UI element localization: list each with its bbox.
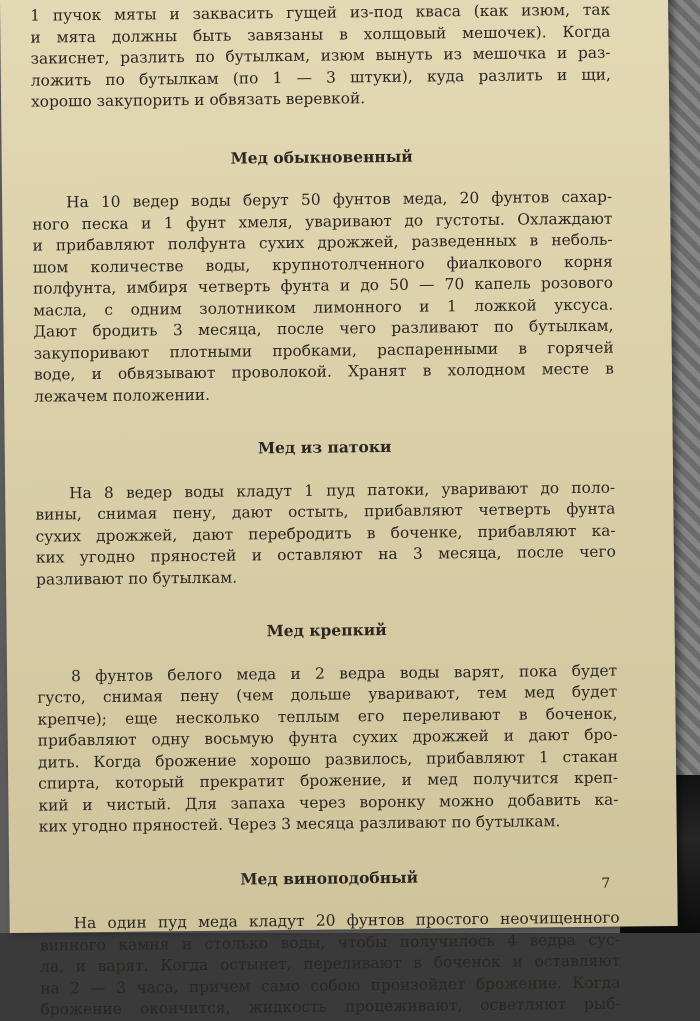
text-line: и прибавляют полфунта сухих дрожжей, разведенных в неболь-: [32, 230, 613, 255]
text-line: брожение окончится, жидкость процеживают, осветляют рыб-: [40, 994, 621, 1019]
page-number: 7: [601, 875, 611, 892]
text-line: шом количестве воды, крупнотолченного фиалкового корня: [32, 252, 613, 277]
text-line: прибавляют одну восьмую фунта сухих дрожжей и дают бро-: [37, 725, 618, 750]
text-line: ких угодно пряностей. Через 3 месяца разливают по бутылкам.: [38, 812, 561, 836]
text-line: кий и чистый. Для запаха через воронку можно добавить ка-: [38, 790, 619, 815]
section-paragraph: [40, 908, 621, 1021]
text-line: закиснет, разлить по бутылкам, изюм вынуть из мешочка и раз-: [30, 43, 611, 68]
text-line: ного песка и 1 фунт хмеля, уваривают до густоты. Охлаждают: [32, 209, 613, 234]
text-line: густо, снимая пену (чем дольше уваривают, тем мед будет: [37, 682, 618, 707]
section-heading: Мед из патоки: [257, 436, 392, 458]
text-line: на 2 — 3 часа, причем само собою произойдет брожение. Когда: [40, 973, 621, 998]
section-heading: Мед обыкновенный: [230, 146, 413, 168]
text-line: дить. Когда брожение хорошо развилось, прибавляют 1 стакан: [37, 747, 619, 772]
text-line: воде, и обвязывают проволокой. Хранят в холодном месте в: [33, 359, 614, 384]
section-heading: Мед виноподобный: [240, 867, 419, 889]
text-line: винного камня и столько воды, чтобы получилось 4 ведра сус-: [39, 930, 620, 955]
text-line: На один пуд меда кладут 20 фунтов простого неочищенного: [73, 908, 620, 933]
text-line: ложить по бутылкам (по 1 — 3 штуки), куда разлить и щи,: [30, 65, 611, 90]
text-line: 8 фунтов белого меда и 2 ведра воды варят, пока будет: [70, 661, 618, 685]
text-line: сухих дрожжей, дают перебродить в боченке, прибавляют ка-: [35, 521, 616, 546]
text-line: и мята должны быть завязаны в холщовый мешочек). Когда: [30, 22, 611, 47]
page-text: [30, 0, 621, 1021]
text-line: лежачем положении.: [34, 385, 211, 406]
text-line: 1 пучок мяты и заквасить гущей из-под кваса (как изюм, так: [30, 0, 611, 25]
text-line: вины, снимая пену, дают остыть, прибавляют четверть фунта: [35, 499, 616, 524]
text-line: полфунта, имбиря четверть фунта и до 50 — 70 капель розового: [32, 273, 614, 298]
text-line: хорошо закупорить и обвязать веревкой.: [30, 89, 366, 111]
intro-paragraph: [30, 0, 611, 113]
text-line: Дают бродить 3 месяца, после чего разливают по бутылкам,: [33, 316, 614, 341]
text-line: закупоривают плотными пробками, распаренными в горячей: [33, 338, 614, 363]
section-paragraph: [32, 187, 614, 408]
text-line: разливают по бутылкам.: [35, 568, 238, 589]
section-paragraph: [37, 660, 619, 838]
text-line: масла, с одним золотником лимонного и 1 ложкой уксуса.: [33, 295, 614, 320]
section-heading: Мед крепкий: [266, 619, 387, 641]
text-line: На 10 ведер воды берут 50 фунтов меда, 20 фунтов сахар-: [66, 187, 613, 212]
text-line: спирта, который прекратит брожение, и мед получится креп-: [38, 768, 619, 793]
section-paragraph: [35, 477, 616, 591]
text-line: ких угодно пряностей и оставляют на 3 месяца, после чего: [35, 542, 616, 567]
text-line: На 8 ведер воды кладут 1 пуд патоки, уваривают до поло-: [69, 478, 616, 502]
text-line: ла, и варят. Когда остынет, переливают в боченок и оставляют: [40, 951, 621, 976]
text-line: крепче); еще несколько теплым его переливают в боченок,: [37, 704, 618, 729]
